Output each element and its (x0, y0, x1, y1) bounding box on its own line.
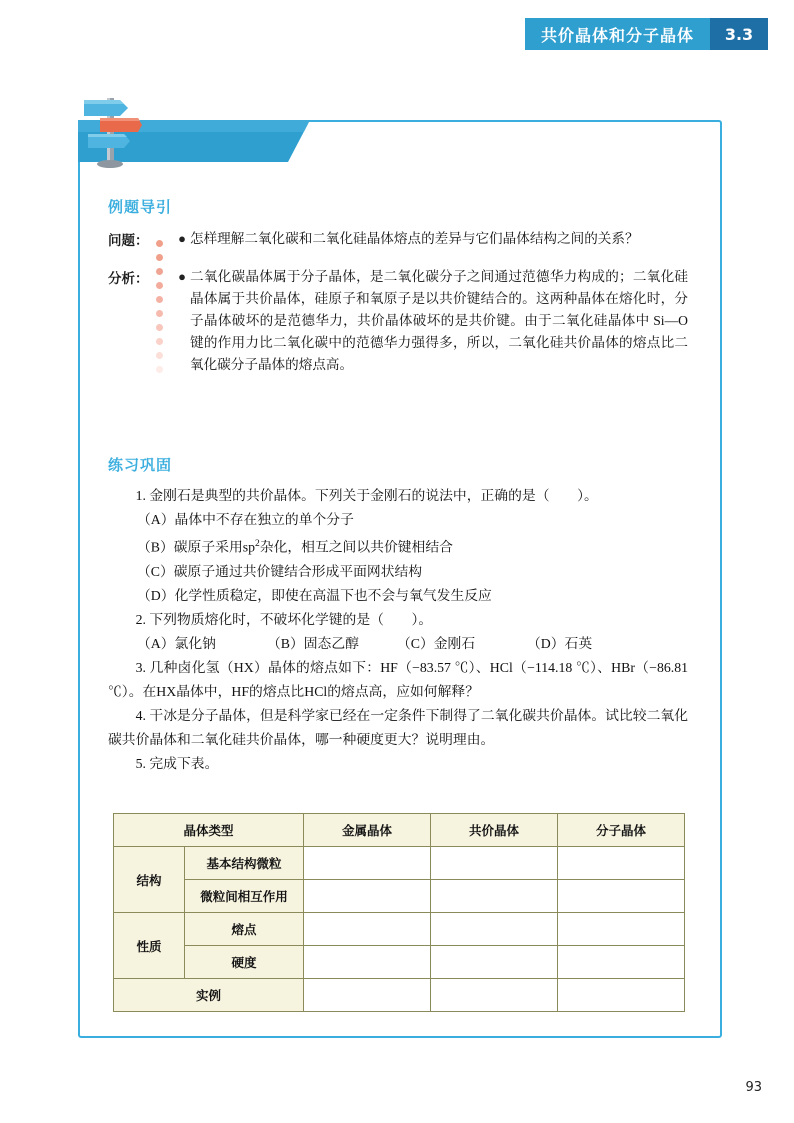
crystal-types-table-wrap (113, 813, 685, 1012)
analysis-row (108, 266, 688, 376)
table-col-header-3: 分子晶体 (558, 814, 685, 847)
analysis-label: 分析： (108, 271, 149, 287)
practice-q2-options (108, 632, 688, 656)
table-row (114, 913, 685, 946)
practice-q2-option-d: （D）石英 (526, 635, 593, 651)
page-number: 93 (745, 1080, 762, 1095)
analysis-text: 二氧化碳晶体属于分子晶体，是二氧化碳分子之间通过范德华力构成的；二氧化硅晶体属于共价晶体，硅原子和氧原子是以共价键结合的。这两种晶体在熔化时，分子晶体破坏的是范德华力，共价晶体破坏的是共价键。由于二氧化硅晶体中 Si—O 键的作用力比二氧化碳中的范德华力强得多，所以，二氧化硅共价晶体的熔点比二氧化碳分子晶体的熔点高。 (190, 269, 688, 372)
table-cell[interactable] (431, 913, 558, 946)
practice-q4-text: 4. 干冰是分子晶体，但是科学家已经在一定条件下制得了二氧化碳共价晶体。试比较二氧化碳共价晶体和二氧化硅共价晶体，哪一种硬度更大？说明理由。 (108, 707, 688, 747)
table-row (114, 979, 685, 1012)
signpost-icon (80, 84, 146, 164)
table-col-header-1: 金属晶体 (304, 814, 431, 847)
table-row (114, 880, 685, 913)
practice-list (108, 484, 688, 776)
banner-label: 学习指南 (48, 12, 133, 34)
table-rowlabel-2: 熔点 (185, 913, 304, 946)
practice-q2-option-c: （C）金刚石 (396, 635, 476, 651)
analysis-bullet: ● (178, 269, 186, 284)
table-cell[interactable] (431, 880, 558, 913)
practice-q2-option-a: （A）氯化钠 (136, 635, 216, 651)
table-group-structure: 结构 (114, 847, 185, 913)
table-cell[interactable] (558, 946, 685, 979)
table-cell[interactable] (558, 880, 685, 913)
table-group-property: 性质 (114, 913, 185, 979)
table-cell[interactable] (558, 847, 685, 880)
table-rowlabel-0: 基本结构微粒 (185, 847, 304, 880)
table-cell[interactable] (558, 979, 685, 1012)
table-rowlabel-3: 硬度 (185, 946, 304, 979)
table-cell[interactable] (431, 946, 558, 979)
crystal-types-table (113, 813, 685, 1012)
table-cell[interactable] (304, 847, 431, 880)
section-title-lead: 例题导引 (108, 198, 173, 216)
table-row (114, 847, 685, 880)
practice-q1-option-c: （C）碳原子通过共价键结合形成平面网状结构 (136, 563, 423, 579)
question-label: 问题： (108, 233, 149, 249)
question-row (108, 228, 688, 250)
practice-q2-option-b: （B）固态乙醇 (266, 635, 359, 651)
table-cell[interactable] (304, 946, 431, 979)
practice-q5-text: 5. 完成下表。 (135, 755, 219, 771)
signpost-graphic (80, 84, 146, 168)
table-row (114, 946, 685, 979)
practice-q1-option-b: （B）碳原子采用$sp^2$杂化，相互之间以共价键相结合 (136, 539, 453, 555)
practice-q1-stem: 1. 金刚石是典型的共价晶体。下列关于金刚石的说法中，正确的是（ ）。 (135, 488, 598, 503)
page-header (525, 18, 768, 50)
practice-q3-text: 3. 几种卤化氢（HX）晶体的熔点如下：HF（−83.57 ℃）、HCl（−114.18 ℃）、HBr（−86.81 ℃）。在HX晶体中，HF的熔点比HCl的熔点高，应如何解释？ (108, 659, 688, 699)
practice-q1-option-a: （A）晶体中不存在独立的单个分子 (136, 512, 354, 527)
table-cell[interactable] (431, 847, 558, 880)
header-title: 共价晶体和分子晶体 (525, 18, 710, 50)
table-rowlabel-1: 微粒间相互作用 (185, 880, 304, 913)
practice-q2-stem: 2. 下列物质熔化时，不破坏化学键的是（ ）。 (135, 611, 433, 627)
table-rowlabel-4: 实例 (114, 979, 304, 1012)
question-text: 怎样理解二氧化碳和二氧化硅晶体熔点的差异与它们晶体结构之间的关系？ (190, 231, 639, 246)
table-header-row (114, 814, 685, 847)
practice-q1-option-d: （D）化学性质稳定，即使在高温下也不会与氧气发生反应 (136, 587, 492, 603)
question-bullet: ● (178, 231, 186, 246)
table-cell[interactable] (304, 979, 431, 1012)
header-section-number: 3.3 (710, 18, 768, 50)
example-guide-block (108, 228, 688, 382)
table-col-header-0: 晶体类型 (114, 814, 304, 847)
table-cell[interactable] (431, 979, 558, 1012)
table-cell[interactable] (304, 880, 431, 913)
table-col-header-2: 共价晶体 (431, 814, 558, 847)
section-title-practice: 练习巩固 (108, 456, 173, 474)
table-cell[interactable] (558, 913, 685, 946)
table-cell[interactable] (304, 913, 431, 946)
